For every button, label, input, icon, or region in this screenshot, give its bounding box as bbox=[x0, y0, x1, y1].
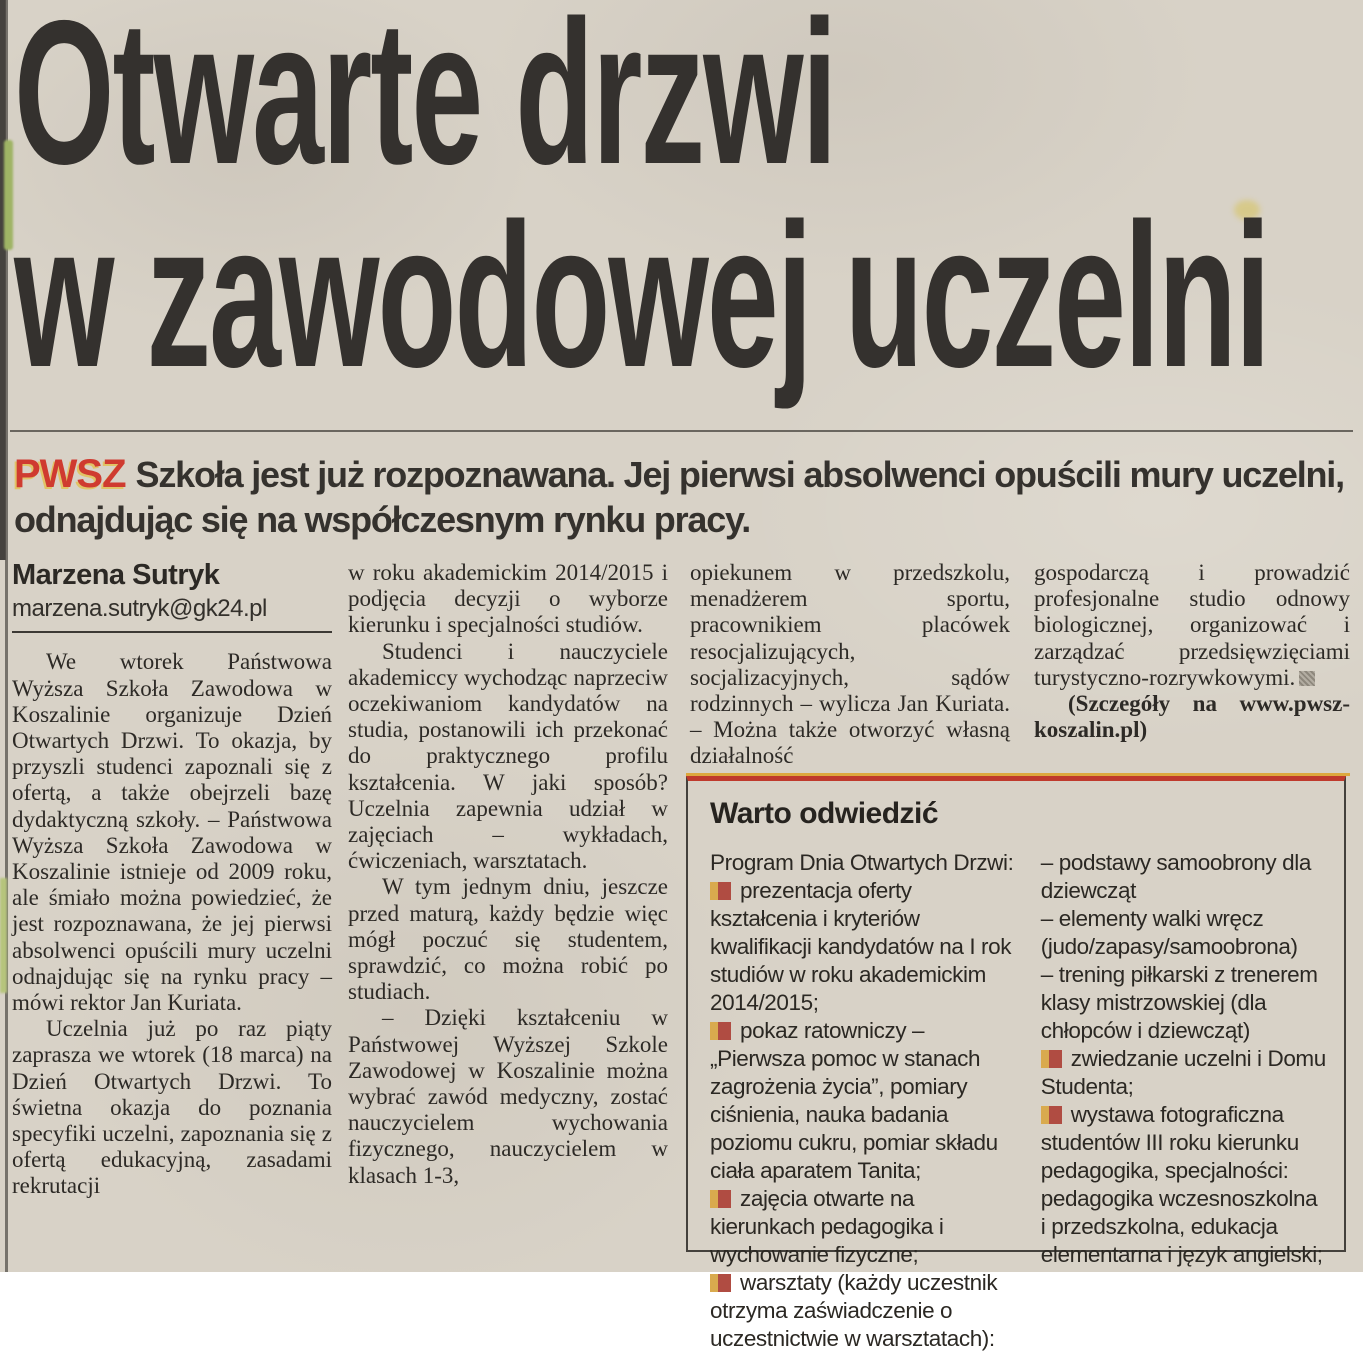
paragraph: Studenci i nauczyciele akademiccy wychodząc naprzeciw oczekiwaniom kandydatów na studia, postanowili ich przekonać do praktycznego profilu kształcenia. W jaki sposób? Uczelnia zapewnia udział w zajęciach – wykładach, ćwiczeniach, warsztatach. bbox=[348, 638, 668, 874]
info-box-columns bbox=[710, 849, 1326, 1353]
headline-line-1: Otwarte drzwi bbox=[14, 0, 836, 207]
column-4 bbox=[1034, 560, 1350, 776]
list-item-text: pokaz ratowniczy – „Pierwsza pomoc w stanach zagrożenia życia”, pomiary ciśnienia, nauka badania poziomu cukru, pomiar składu ciała aparatem Tanita; bbox=[710, 1018, 998, 1183]
info-box-title: Warto odwiedzić bbox=[710, 797, 939, 830]
headline bbox=[14, 0, 1269, 410]
byline-email: marzena.sutryk@gk24.pl bbox=[12, 596, 332, 633]
headline-divider-rule bbox=[10, 430, 1353, 432]
article-end-mark-icon bbox=[1299, 671, 1315, 686]
headline-line-2: w zawodowej uczelni bbox=[14, 180, 1269, 410]
paragraph: Uczelnia już po raz piąty zaprasza we wtorek (18 marca) na Dzień Otwartych Drzwi. To świetna okazja do poznania specyfiki uczelni, zapoznania się z ofertą edukacyjną, zasadami rekrutacji bbox=[12, 1016, 332, 1199]
lede-text: Szkoła jest już rozpoznawana. Jej pierwsi absolwenci opuścili mury uczelni, odnajdując się na współczesnym rynku pracy. bbox=[14, 454, 1344, 540]
paragraph: We wtorek Państwowa Wyższa Szkoła Zawodowa w Koszalinie organizuje Dzień Otwartych Drzwi. To okazja, by przyszli studenci zapoznali się z ofertą, a także obejrzeli bazę dydaktyczną szkoły. – Państwowa Wyższa Szkoła Zawodowa w Koszalinie istnieje od 2009 roku, ale śmiało można powiedzieć, że jest rozpoznawana, że jej pierwsi absolwenci opuścili mury uczelni odnajdując się na rynku pracy – mówi rektor Jan Kuriata. bbox=[12, 649, 332, 1016]
list-item bbox=[1041, 1045, 1326, 1101]
column-2 bbox=[348, 560, 668, 1189]
list-item bbox=[710, 1269, 1015, 1353]
list-item-text: zajęcia otwarte na kierunkach pedagogika i wychowanie fizyczne; bbox=[710, 1186, 944, 1267]
list-item: – podstawy samoobrony dla dziewcząt bbox=[1040, 850, 1311, 903]
info-box-warto-odwiedzic bbox=[686, 776, 1346, 1351]
info-box-intro: Program Dnia Otwartych Drzwi: bbox=[710, 850, 1014, 875]
square-bullet-icon bbox=[1041, 1050, 1062, 1068]
list-item: – elementy walki wręcz (judo/zapasy/samoobrona) bbox=[1040, 906, 1298, 959]
column-3 bbox=[690, 560, 1010, 772]
square-bullet-icon bbox=[710, 1022, 731, 1040]
square-bullet-icon bbox=[1041, 1106, 1062, 1124]
list-item bbox=[710, 1017, 1015, 1185]
paragraph: opiekunem w przedszkolu, menadżerem sportu, pracownikiem placówek resocjalizujących, socjalizacyjnych, sądów rodzinnych – wylicza Jan Kuriata. – Można także otworzyć własną działalność bbox=[690, 560, 1010, 769]
list-item-text: zwiedzanie uczelni i Domu Studenta; bbox=[1040, 1046, 1326, 1099]
list-item-text: wystawa fotograficzna studentów III roku kierunku pedagogika, specjalności: pedagogika wczesnoszkolna i przedszkolna, edukacja elementarna i język angielski; bbox=[1040, 1102, 1323, 1267]
paragraph-text: gospodarczą i prowadzić profesjonalne studio odnowy biologicznej, organizować i zarządzać przedsięwzięciami turystyczno-rozrywkowymi. bbox=[1034, 560, 1350, 690]
info-box-left-column bbox=[710, 849, 1015, 1353]
list-item: – trening piłkarski z trenerem klasy mistrzowskiej (dla chłopców i dziewcząt) bbox=[1040, 962, 1318, 1043]
info-box-right-column bbox=[1041, 849, 1326, 1353]
paragraph: – Dzięki kształceniu w Państwowej Wyższej Szkole Zawodowej w Koszalinie można wybrać zawód medyczny, zostać nauczycielem wychowania fizycznego, nauczycielem w klasach 1-3, bbox=[348, 1005, 668, 1188]
list-item-text: warsztaty (każdy uczestnik otrzyma zaświadczenie o uczestnictwie w warsztatach): bbox=[710, 1270, 998, 1351]
list-item bbox=[710, 1185, 1015, 1269]
square-bullet-icon bbox=[710, 1190, 731, 1208]
scan-green-mark-top bbox=[4, 140, 13, 250]
closing-note: (Szczegóły na www.pwsz-koszalin.pl) bbox=[1034, 691, 1350, 743]
scan-green-mark-bottom bbox=[0, 878, 7, 993]
byline-author: Marzena Sutryk bbox=[12, 559, 220, 591]
kicker-pwsz: PWSZ bbox=[14, 452, 126, 496]
square-bullet-icon bbox=[710, 882, 731, 900]
paragraph bbox=[1034, 560, 1350, 691]
lede bbox=[14, 452, 1350, 542]
paragraph: W tym jednym dniu, jeszcze przed maturą, każdy będzie więc mógł poczuć się studentem, sprawdzić, co można robić po studiach. bbox=[348, 874, 668, 1005]
paragraph: w roku akademickim 2014/2015 i podjęcia decyzji o wyborze kierunku i specjalności studiów. bbox=[348, 560, 668, 638]
list-item-text: prezentacja oferty kształcenia i kryteriów kwalifikacji kandydatów na I rok studiów w roku akademickim 2014/2015; bbox=[710, 878, 1012, 1015]
column-1 bbox=[12, 560, 332, 1200]
square-bullet-icon bbox=[710, 1274, 731, 1292]
list-item bbox=[710, 877, 1015, 1017]
list-item bbox=[1041, 1101, 1326, 1269]
